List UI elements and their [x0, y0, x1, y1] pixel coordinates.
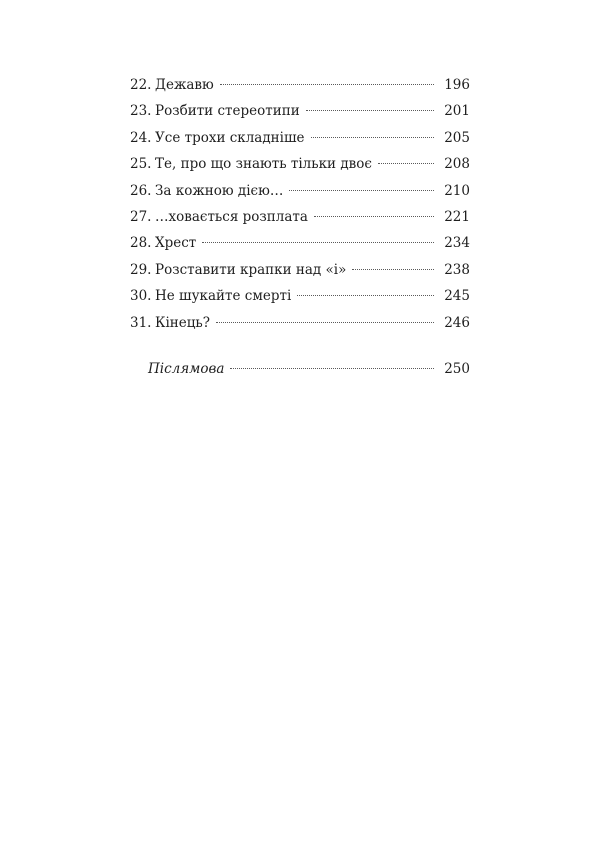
toc-entry-title: Хрест [155, 235, 197, 252]
toc-entry-24[interactable] [130, 125, 470, 151]
toc-entry-page: 245 [444, 288, 470, 305]
toc-entry-number: 26. [130, 182, 152, 199]
toc-entry-number: 22. [130, 77, 152, 93]
toc-entry-30[interactable] [130, 283, 470, 309]
toc-entry-number: 31. [130, 314, 152, 331]
toc-entry-title: Усе трохи складніше [155, 129, 305, 146]
toc-entry-page: 196 [444, 77, 470, 93]
afterword-page: 250 [444, 360, 470, 377]
toc-entry-page: 238 [444, 261, 470, 278]
toc-entry-number: 30. [130, 288, 152, 305]
toc-entry-31[interactable] [130, 310, 470, 336]
dot-leader [352, 269, 434, 270]
toc-entry-title: Те, про що знають тільки двоє [155, 156, 372, 173]
toc-entry-title: Кінець? [155, 314, 211, 331]
toc-entry-page: 234 [444, 235, 470, 252]
toc-entry-title: Не шукайте смерті [155, 288, 292, 305]
toc-entry-page: 246 [444, 314, 470, 331]
toc-entry-number: 29. [130, 261, 152, 278]
toc-entry-title: За кожною дією… [155, 182, 284, 199]
toc-entry-afterword[interactable] [130, 356, 470, 382]
toc-entry-number: 27. [130, 208, 152, 225]
dot-leader [311, 137, 434, 138]
toc-entry-26[interactable] [130, 178, 470, 204]
toc-entry-page: 201 [444, 103, 470, 120]
dot-leader [306, 110, 434, 111]
toc-entry-23[interactable] [130, 98, 470, 124]
dot-leader [216, 322, 434, 323]
toc-entry-number: 24. [130, 129, 152, 146]
toc-entry-page: 210 [444, 182, 470, 199]
toc-entry-page: 205 [444, 129, 470, 146]
dot-leader [378, 163, 434, 164]
toc-entry-title: Дежавю [155, 77, 214, 93]
dot-leader [297, 295, 434, 296]
toc-entry-25[interactable] [130, 151, 470, 177]
toc-entry-title: Розставити крапки над «і» [155, 261, 347, 278]
afterword-title: Післямова [148, 360, 225, 377]
dot-leader [220, 84, 434, 85]
table-of-contents [130, 72, 470, 382]
toc-entry-number: 28. [130, 235, 152, 252]
toc-entry-number: 25. [130, 156, 152, 173]
toc-entry-page: 221 [444, 208, 470, 225]
toc-entry-title: Розбити стереотипи [155, 103, 300, 120]
dot-leader [230, 368, 434, 369]
toc-entry-28[interactable] [130, 230, 470, 256]
toc-entry-number: 23. [130, 103, 152, 120]
dot-leader [289, 190, 434, 191]
dot-leader [314, 216, 434, 217]
toc-entry-title: …ховається розплата [155, 208, 308, 225]
toc-entry-27[interactable] [130, 204, 470, 230]
toc-entry-22[interactable] [130, 72, 470, 98]
toc-entry-29[interactable] [130, 257, 470, 283]
toc-entry-page: 208 [444, 156, 470, 173]
dot-leader [202, 242, 434, 243]
